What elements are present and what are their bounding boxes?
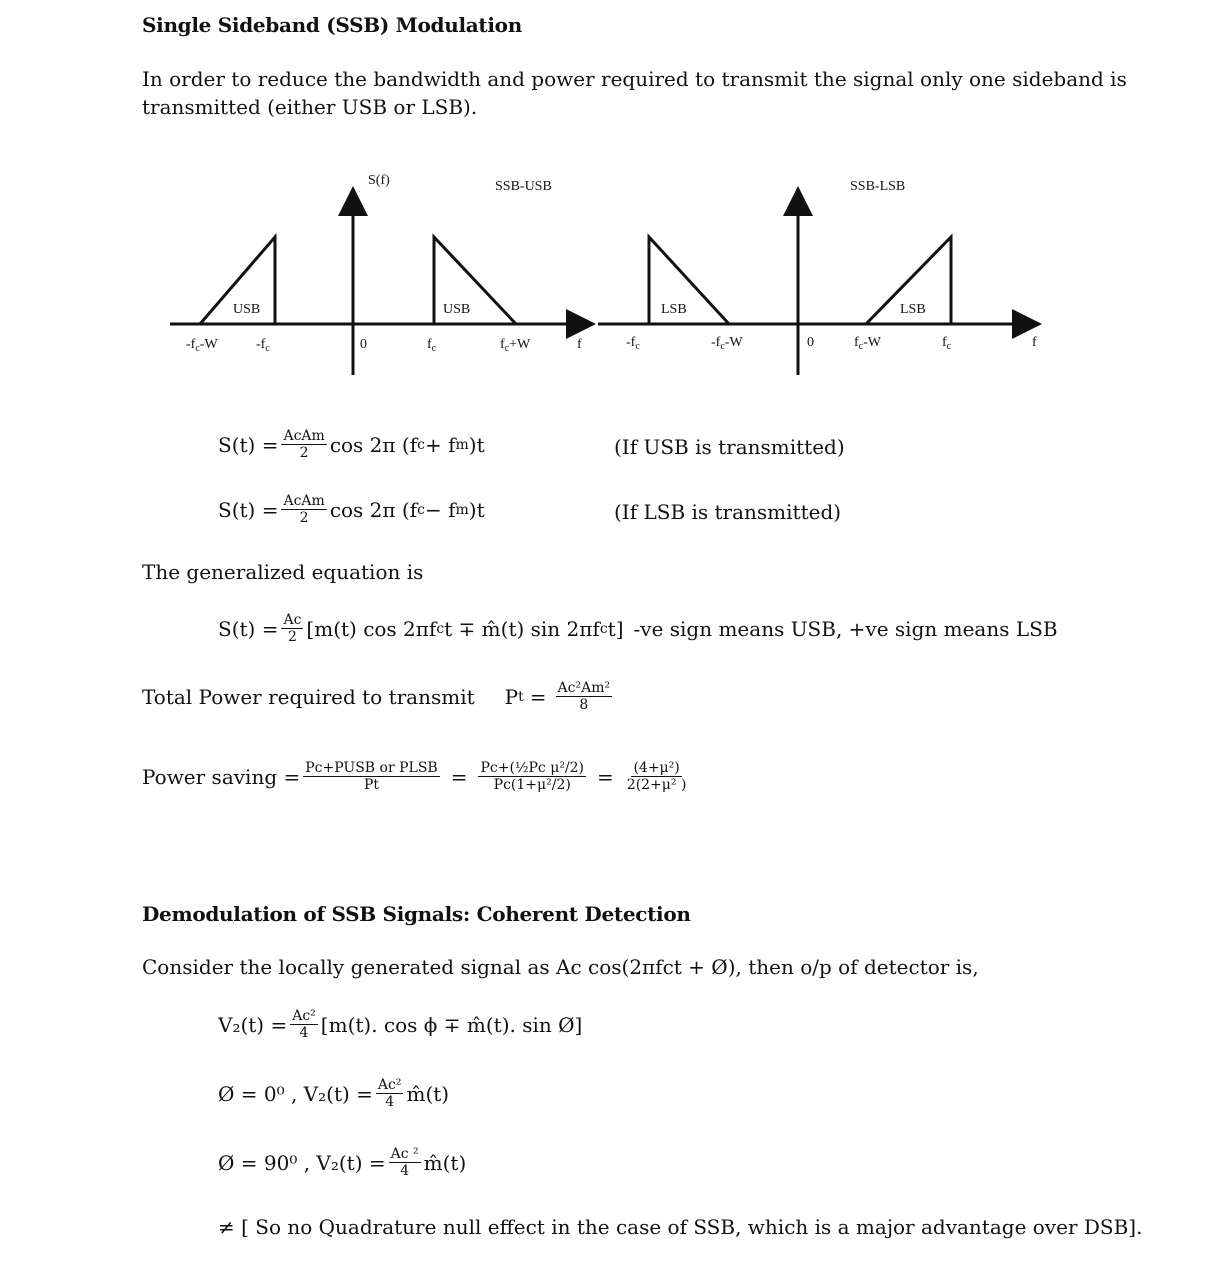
lsb-band-label: LSB xyxy=(661,302,687,317)
generalized-label: The generalized equation is xyxy=(142,560,424,584)
eq-mid: − f xyxy=(424,497,456,522)
tick-pre: f xyxy=(854,335,859,350)
freq-tick-label xyxy=(711,335,743,352)
denominator: 2 xyxy=(299,445,309,461)
numerator: Ac xyxy=(283,612,302,628)
numerator: Ac² xyxy=(292,1008,316,1024)
eq-rhs: [m(t). cos ϕ ∓ m̂(t). sin Ø] xyxy=(320,1012,583,1037)
tick-sub: c xyxy=(265,343,270,354)
tick-post: -W xyxy=(724,335,743,350)
tick-pre: -f xyxy=(256,337,266,352)
equation-general xyxy=(218,612,1058,645)
freq-tick-label xyxy=(942,335,952,352)
lsb-title: SSB-LSB xyxy=(850,179,906,194)
denominator: Pt xyxy=(363,777,379,793)
freq-tick-label xyxy=(807,335,814,350)
denominator: 4 xyxy=(299,1025,309,1041)
freq-tick-label xyxy=(186,337,218,354)
fraction xyxy=(281,428,326,461)
sub: t xyxy=(518,688,524,705)
freq-tick-label xyxy=(500,337,531,354)
ssb-spectrum-diagram xyxy=(0,0,1232,400)
equals: = xyxy=(450,764,468,789)
tick-sub: c xyxy=(720,341,725,352)
equation-lsb xyxy=(218,493,485,526)
denominator: 4 xyxy=(385,1094,395,1110)
tick-sub: c xyxy=(195,343,200,354)
numerator: Pc+(½Pc μ²/2) xyxy=(480,760,585,776)
fraction xyxy=(376,1077,404,1110)
usb-band-label: USB xyxy=(233,302,261,317)
equation-v2 xyxy=(218,1008,582,1041)
denominator: 8 xyxy=(579,697,589,713)
numerator: AcAm xyxy=(283,428,325,444)
power-saving-equation xyxy=(142,760,691,793)
intro-line-2: transmitted (either USB or LSB). xyxy=(142,95,478,119)
tick-pre: f xyxy=(500,337,505,352)
tick-sub: c xyxy=(858,341,864,352)
conclusion-text: ≠ [ So no Quadrature null effect in the case of SSB, which is a major advantage over DSB]. xyxy=(218,1215,1143,1239)
lsb-band-label: LSB xyxy=(900,302,926,317)
freq-tick-label xyxy=(360,337,367,352)
freq-tick-label xyxy=(256,337,270,354)
sub: m xyxy=(455,436,469,453)
numerator: (4+μ²) xyxy=(633,760,680,776)
eq-mid: t ∓ m̂(t) sin 2πf xyxy=(444,616,600,641)
freq-tick-label xyxy=(577,337,582,352)
tick-post: -W xyxy=(863,335,882,350)
fraction xyxy=(389,1146,421,1179)
section-heading-demodulation: Demodulation of SSB Signals: Coherent Detection xyxy=(142,902,691,926)
denominator: 2(2+μ² ) xyxy=(626,777,687,793)
eq-rhs: m̂(t) xyxy=(423,1150,467,1175)
tick-pre: 0 xyxy=(807,335,814,350)
sub: c xyxy=(417,436,425,453)
numerator: Ac ² xyxy=(390,1146,419,1162)
eq-rhs: m̂(t) xyxy=(406,1081,450,1106)
tick-pre: f xyxy=(942,335,947,350)
intro-line-1: In order to reduce the bandwidth and power required to transmit the signal only one sideband is xyxy=(142,67,1127,91)
equation-phi-0 xyxy=(218,1077,449,1110)
freq-tick-label xyxy=(854,335,882,352)
y-axis-label: S(f) xyxy=(368,173,390,188)
fraction xyxy=(281,612,303,645)
denominator: 4 xyxy=(400,1163,410,1179)
tick-sub: c xyxy=(635,341,640,352)
equals: = xyxy=(529,684,547,709)
eq-mid: + f xyxy=(424,432,456,457)
fraction xyxy=(625,760,689,793)
numerator: Pc+PUSB or PLSB xyxy=(305,760,438,776)
numerator: Ac²Am² xyxy=(557,680,611,696)
usb-title: SSB-USB xyxy=(495,179,552,194)
consider-text: Consider the locally generated signal as Ac cos(2πfct + Ø), then o/p of detector is, xyxy=(142,955,979,979)
eq-end: )t xyxy=(468,432,485,457)
freq-tick-label xyxy=(1032,335,1037,350)
tick-post: -W xyxy=(199,337,218,352)
tick-pre: 0 xyxy=(360,337,367,352)
tick-pre: f xyxy=(427,337,432,352)
tick-pre: -f xyxy=(711,335,721,350)
eq-lhs: P xyxy=(504,684,519,709)
equals: = xyxy=(597,764,614,789)
tick-pre: -f xyxy=(626,335,636,350)
power-saving-label: Power saving = xyxy=(142,764,301,789)
fraction xyxy=(281,493,326,526)
tick-pre: f xyxy=(577,337,582,352)
eq-rhs: [m(t) cos 2πf xyxy=(306,616,437,641)
eq-lhs: S(t) = xyxy=(218,497,279,522)
numerator: AcAm xyxy=(283,493,325,509)
usb-note: (If USB is transmitted) xyxy=(614,435,845,459)
tick-sub: c xyxy=(946,341,952,352)
eq-lhs: V₂(t) = xyxy=(218,1012,288,1037)
fraction xyxy=(290,1008,318,1041)
equation-usb xyxy=(218,428,485,461)
tick-post: +W xyxy=(509,337,531,352)
denominator: Pc(1+μ²/2) xyxy=(493,777,571,793)
eq-rhs: cos 2π (f xyxy=(329,432,418,457)
total-power-equation xyxy=(142,680,615,713)
section-heading-ssb: Single Sideband (SSB) Modulation xyxy=(142,13,522,37)
sign-note: -ve sign means USB, +ve sign means LSB xyxy=(633,616,1058,641)
eq-lhs: S(t) = xyxy=(218,616,279,641)
eq-end: )t xyxy=(468,497,485,522)
eq-lhs: Ø = 90⁰ , V₂(t) = xyxy=(218,1150,386,1175)
tick-pre: f xyxy=(1032,335,1037,350)
tick-pre: -f xyxy=(186,337,196,352)
tick-sub: c xyxy=(431,343,437,354)
lsb-note: (If LSB is transmitted) xyxy=(614,500,842,524)
sub: m xyxy=(455,501,469,518)
sub: c xyxy=(436,620,445,637)
fraction xyxy=(556,680,613,713)
total-power-label: Total Power required to transmit xyxy=(142,684,475,709)
eq-lhs: S(t) = xyxy=(218,432,279,457)
fraction xyxy=(478,760,586,793)
tick-sub: c xyxy=(504,343,510,354)
eq-lhs: Ø = 0⁰ , V₂(t) = xyxy=(218,1081,373,1106)
eq-end: t] xyxy=(607,616,624,641)
freq-tick-label xyxy=(626,335,640,352)
usb-band-label: USB xyxy=(443,302,471,317)
equation-phi-90 xyxy=(218,1146,466,1179)
denominator: 2 xyxy=(287,629,297,645)
numerator: Ac² xyxy=(377,1077,402,1093)
fraction xyxy=(303,760,439,793)
denominator: 2 xyxy=(299,510,309,526)
freq-tick-label xyxy=(427,337,437,354)
sub: c xyxy=(417,501,425,518)
eq-rhs: cos 2π (f xyxy=(329,497,418,522)
sub: c xyxy=(599,620,608,637)
